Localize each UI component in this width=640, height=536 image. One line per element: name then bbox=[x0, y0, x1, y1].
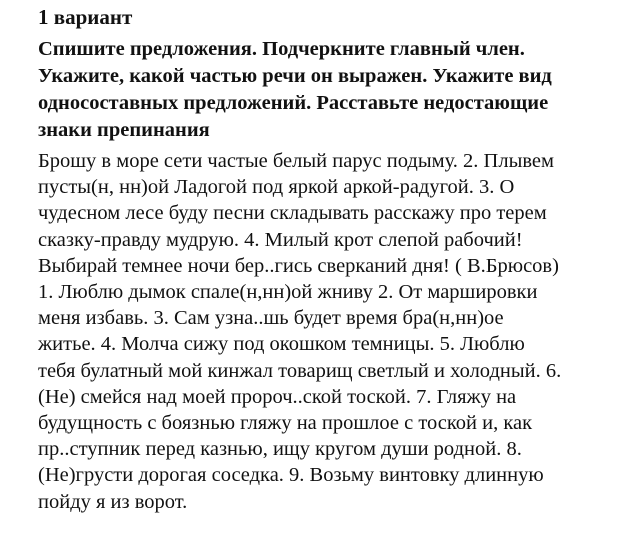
text-line: меня избавь. 3. Сам узна..шь будет время бра(н,нн)ое bbox=[38, 307, 504, 330]
text-line: тебя булатный мой кинжал товарищ светлый и холодный. 6. bbox=[38, 359, 562, 382]
variant-heading: 1 вариант bbox=[38, 5, 133, 29]
text-line: Выбирай темнее ночи бер..гись сверканий дня! ( В.Брюсов) bbox=[38, 254, 559, 277]
text-line: (Не)грусти дорогая соседка. 9. Возьму винтовку длинную bbox=[38, 464, 544, 487]
text-line: Брошу в море сети частые белый парус подыму. 2. Плывем bbox=[38, 150, 554, 172]
text-line: будущность с боязнью гляжу на прошлое с тоской и, как bbox=[38, 412, 533, 435]
text-line: пусты(н, нн)ой Ладогой под яркой аркой-радугой. 3. О bbox=[38, 176, 515, 199]
text-line: 1. Люблю дымок спале(н,нн)ой жниву 2. От маршировки bbox=[38, 281, 538, 304]
exercise-text bbox=[38, 148, 640, 515]
text-line: пойду я из ворот. bbox=[38, 490, 188, 513]
task-line: Укажите, какой частью речи он выражен. Укажите вид bbox=[38, 65, 552, 87]
text-line: чудесном лесе буду песни складывать расскажу про терем bbox=[38, 202, 547, 225]
task-line: односоставных предложений. Расставьте недостающие bbox=[38, 92, 549, 114]
task-line: Спишите предложения. Подчеркните главный член. bbox=[38, 38, 525, 60]
text-line: сказку-правду мудрую. 4. Милый крот слепой рабочий! bbox=[38, 228, 523, 251]
text-line: (Не) смейся над моей пророч..ской тоской. 7. Гляжу на bbox=[38, 385, 517, 408]
task-line: знаки препинания bbox=[38, 119, 210, 141]
task-instructions bbox=[38, 36, 638, 144]
text-line: пр..ступник перед казнью, ищу кругом души родной. 8. bbox=[38, 438, 522, 461]
text-line: житье. 4. Молча сижу под окошком темницы. 5. Люблю bbox=[38, 333, 525, 356]
